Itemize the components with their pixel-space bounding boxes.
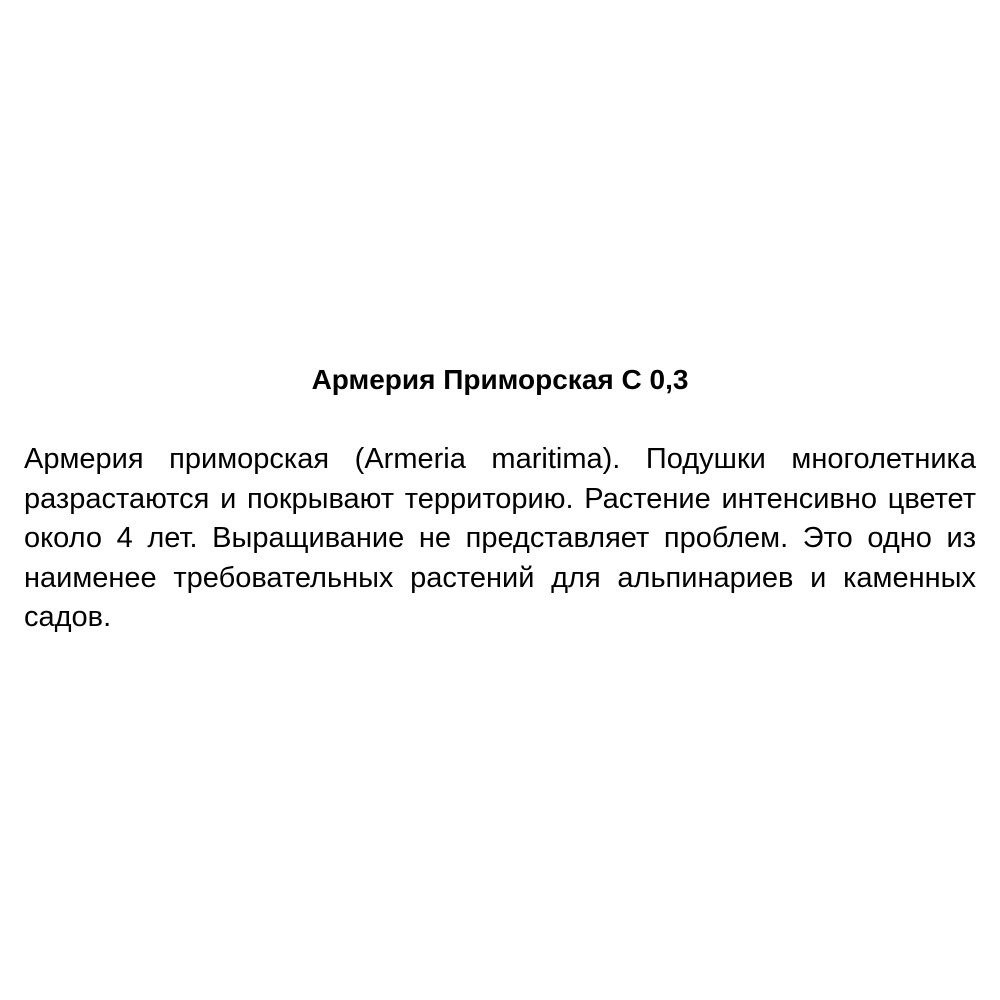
product-title: Армерия Приморская С 0,3 bbox=[311, 364, 689, 395]
product-description: Армерия приморская (Armeria maritima). Подушки многолетника разрастаются и покрывают территорию. Растение интенсивно цветет около 4 лет. Выращивание не представляет проблем. Это одно из наименее требовательных растений для альпинариев и каменных садов. bbox=[24, 443, 976, 633]
